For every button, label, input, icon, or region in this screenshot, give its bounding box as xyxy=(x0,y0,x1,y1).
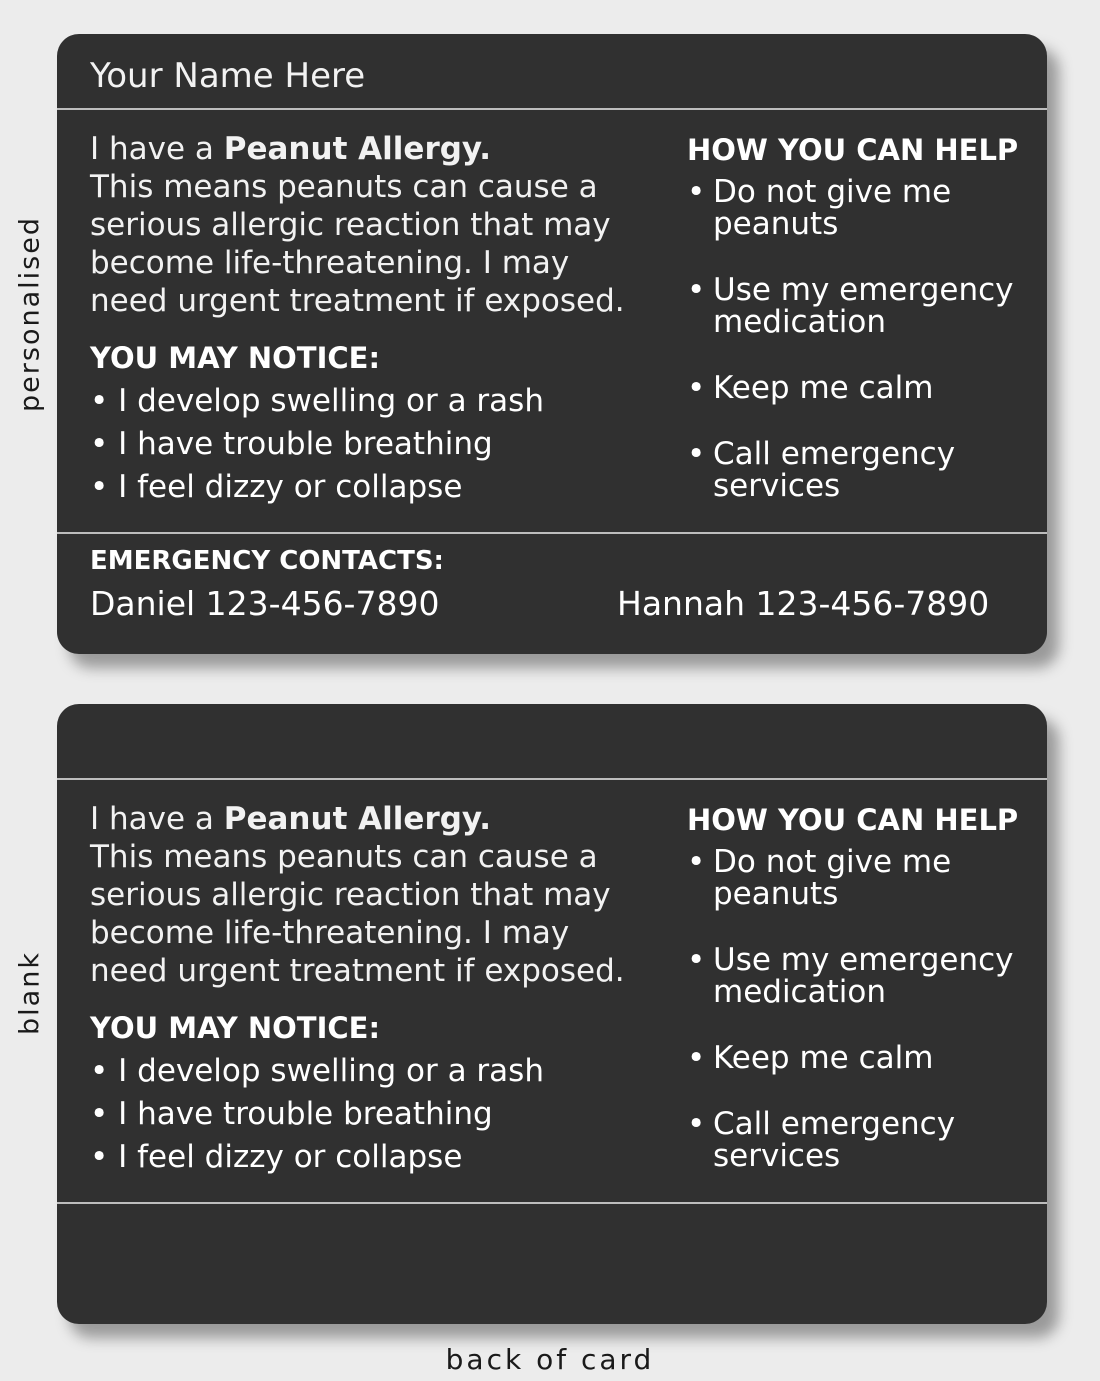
personalised-label: personalised xyxy=(14,216,46,412)
allergy-name: Peanut Allergy. xyxy=(223,131,492,167)
notice-heading: YOU MAY NOTICE: xyxy=(90,1011,381,1045)
intro-prefix: I have a xyxy=(90,801,224,837)
allergy-info xyxy=(90,800,650,1179)
help-heading: HOW YOU CAN HELP xyxy=(687,133,1019,167)
help-item: • Use my emergency medication xyxy=(687,944,1037,1008)
contact-1: Daniel 123-456-7890 xyxy=(90,584,440,623)
name-bar-blank xyxy=(57,704,1047,780)
contact-2: Hannah 123-456-7890 xyxy=(617,584,990,623)
help-item: • Keep me calm xyxy=(687,372,1037,404)
notice-heading: YOU MAY NOTICE: xyxy=(90,341,381,375)
allergy-intro xyxy=(90,130,650,320)
emergency-contacts-blank xyxy=(57,1204,1047,1324)
intro-prefix: I have a xyxy=(90,131,224,167)
name-bar xyxy=(57,34,1047,110)
help-item: • Call emergency services xyxy=(687,438,1037,502)
help-section xyxy=(687,132,1037,536)
help-item: • Call emergency services xyxy=(687,1108,1037,1172)
notice-item: • I develop swelling or a rash xyxy=(90,380,650,423)
card-body xyxy=(57,780,1047,1204)
intro-text: This means peanuts can cause a serious allergic reaction that may become life-threatening. I may need urgent treatment if exposed. xyxy=(90,839,625,989)
help-item: • Use my emergency medication xyxy=(687,274,1037,338)
notice-list xyxy=(90,1050,650,1179)
notice-item: • I have trouble breathing xyxy=(90,1093,650,1136)
emergency-contacts xyxy=(57,534,1047,654)
back-of-card-label: back of card xyxy=(445,1343,655,1376)
help-item: • Do not give me peanuts xyxy=(687,176,1037,240)
help-heading: HOW YOU CAN HELP xyxy=(687,803,1019,837)
help-section xyxy=(687,802,1037,1206)
blank-label: blank xyxy=(14,951,46,1035)
help-list xyxy=(687,176,1037,502)
allergy-info xyxy=(90,130,650,509)
contacts-heading: EMERGENCY CONTACTS: xyxy=(90,546,444,576)
card-holder-name: Your Name Here xyxy=(90,56,366,96)
help-item: • Keep me calm xyxy=(687,1042,1037,1074)
intro-text: This means peanuts can cause a serious allergic reaction that may become life-threatening. I may need urgent treatment if exposed. xyxy=(90,169,625,319)
help-item: • Do not give me peanuts xyxy=(687,846,1037,910)
notice-item: • I have trouble breathing xyxy=(90,423,650,466)
notice-item: • I develop swelling or a rash xyxy=(90,1050,650,1093)
notice-list xyxy=(90,380,650,509)
blank-card xyxy=(57,704,1047,1324)
card-body xyxy=(57,110,1047,534)
notice-item: • I feel dizzy or collapse xyxy=(90,466,650,509)
personalised-card xyxy=(57,34,1047,654)
allergy-intro xyxy=(90,800,650,990)
notice-item: • I feel dizzy or collapse xyxy=(90,1136,650,1179)
help-list xyxy=(687,846,1037,1172)
allergy-name: Peanut Allergy. xyxy=(223,801,492,837)
